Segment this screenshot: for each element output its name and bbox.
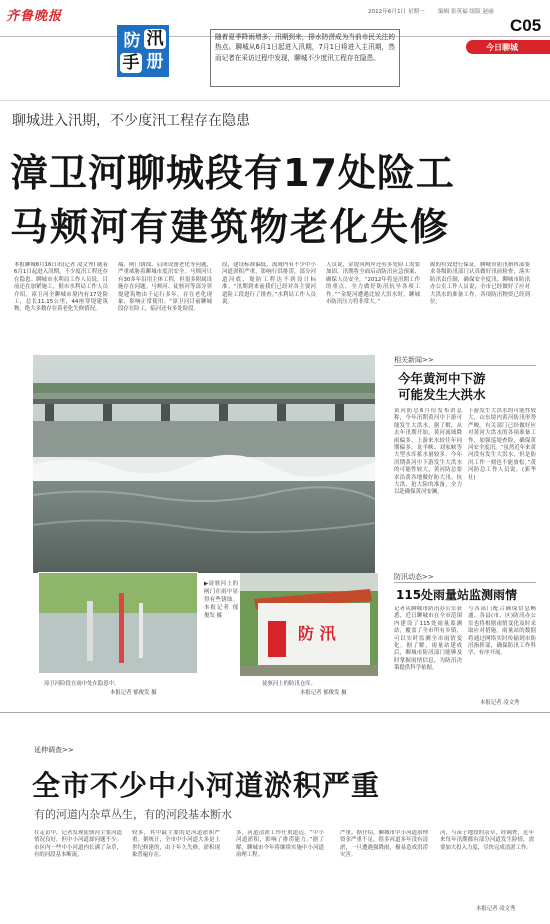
related-rule	[394, 365, 536, 366]
flood-station-caption: 徒骇河上的防汛仓库。	[262, 681, 316, 687]
badge-char-3: 手	[120, 53, 142, 73]
bottom-col-1: 在走访中，记者发现徒骇河主要河道情况良好，但中小河道却问题不少。市区内一些中小河道内长满了杂草，有的河段基本断流。	[34, 830, 122, 859]
article-col-4: 人员说，金堤河两岸还有多处险工需要加固，汛期将全面启动防汛应急预案，确保人员安全。“2012年将是汛期工作的重点，全力做好防汛抗旱各项工作。”“金堤河遭遇比较大洪水时，聊城市防汛压力将非常大。”	[326, 262, 420, 306]
bottom-col-2: 较多，其中最主要的是河道淤积严重。据统计，全市中小河道大多是上世纪修建的，由于年久失修，淤积现象普遍存在。	[132, 830, 220, 859]
editor-line: 编辑 张英福 组版 赵丽	[438, 9, 494, 15]
related-tag: 相关新闻>>	[394, 356, 434, 364]
side-photo-note: ▶徒骇河上的闸门在雨中显得有些锈蚀。本报记者 郁俊发 摄	[204, 581, 238, 619]
intro-rule	[0, 100, 550, 101]
rain-col-1: 记者从聊城市防汛办公室获悉，近日聊城市在全市范围内建设了115处雨量监测站，覆盖了全市所有乡镇，可以实时监测全市雨情变化。据了解，雨量站建成后，聊城市防汛部门能够及时掌握雨情信息，为防汛决策提供科学依据。	[394, 606, 462, 672]
page-code: C05	[510, 16, 542, 35]
paper-logo: 齐鲁晚报	[6, 9, 63, 24]
rain-rule	[394, 582, 536, 583]
article-col-2: 漏、闸门锈蚀、启闭设备老化等问题，严重威胁着聊城市度汛安全。马颊河只有30多年沿用主体工程，但很多附属设施存在问题。马颊河、徒骇河等部分穿堤建筑物由于运行多年，存在老化现象，影响正常使用。“漳卫河目前聊城段存在险工，临河还有多处险段。	[118, 262, 212, 313]
headline-line-2: 马颊河有建筑物老化失修	[10, 205, 451, 249]
bottom-subheadline: 有的河道内杂草丛生，有的河段基本断水	[34, 808, 232, 821]
rain-byline: 本报记者 凌文秀	[480, 700, 520, 706]
badge-char-1: 防	[123, 31, 141, 51]
rain-col-2: 与各部门配合确保信息畅通。各县(市、区)防汛办公室也将根据雨情变化及时采取应对措施。雨量站的数据将通过网络实时传输到市防汛指挥部，确保防汛工作科学、有序开展。	[468, 606, 536, 657]
gauge-photo-caption: 漳卫河险段在雨中处在隐患中。	[44, 681, 120, 687]
date-line: 2012年6月1日 星期一	[368, 9, 425, 15]
gauge-photo-image	[39, 573, 197, 673]
related-title-1: 今年黄河中下游	[398, 371, 486, 386]
badge-char-4: 册	[146, 52, 164, 72]
related-col-2: 下游发生大洪水的可能性较大，山东境内黄河防汛形势严峻。有关部门已经做好应对黄河大洪水的各项准备工作，加强巡堤查险，确保黄河安全度汛。“虽然近年来黄河没有发生大洪水，但是防汛工作一刻也不能放松。”黄河防总工作人员说。(新华社)	[468, 408, 536, 481]
bottom-rule	[0, 712, 550, 713]
rain-title: 115处雨量站监测雨情	[396, 588, 518, 602]
article-col-3: 段，建设标准偏低，流域内有不少中小河道淤积严重，影响行洪排涝，部分河道河底、堤防工程达不到设计标准。“汛期到来前我们已经对各主要河道险工段进行了排查。”水利局工作人员说。	[222, 262, 316, 306]
related-col-1: 黄河防总6月份发布消息称，今年汛期黄河中下游可能发生大洪水。据了解，从去年汛期开始，黄河流域降雨偏多，上游来水较往年同期偏多，龙羊峡、刘家峡等大型水库蓄水量较多。今年汛期黄河中下游发生大洪水的可能性较大，黄河防总要求沿黄各地做好防大汛、抗大洪、抢大险的准备，全力以赴确保黄河安澜。	[394, 408, 462, 496]
badge-char-2: 汛	[144, 29, 166, 49]
section-label: 今日聊城	[486, 43, 518, 52]
dam-photo-image	[33, 355, 375, 573]
headline-line-1: 漳卫河聊城段有17处险工	[10, 151, 455, 195]
bottom-headline: 全市不少中小河道淤积严重	[32, 769, 381, 802]
bottom-byline: 本报记者 凌文秀	[476, 906, 516, 912]
section-tab	[466, 40, 550, 54]
bottom-col-4: 严重。据介绍，聊城市中小河道治理资金严重不足，很多河道多年没有清淤，一旦遭遇强降雨，极易造成洪涝灾害。	[340, 830, 428, 859]
bottom-col-5: 河，与苗子地段的杂草，经调查，近年来每年汛期都有部分河道发生险情，需要加大投入力度，尽快完成清淤工作。	[440, 830, 534, 851]
dam-photo	[33, 355, 375, 573]
kicker: 聊城进入汛期，不少度汛工程存在隐患	[12, 113, 250, 129]
related-title-2: 可能发生大洪水	[398, 387, 486, 402]
article-col-5: 源的有效进行保证。聊城市防汛指挥部要求各级防汛部门认真做好汛前检查，落实防汛责任制，确保安全度汛。聊城市防汛办公室工作人员说，全市已经做好了应对大洪水的准备工作，各项防汛物资已经到位。	[430, 262, 530, 306]
bottom-col-3: 多，河道清淤工作任重道远。“中小河道淤积，影响了排涝能力。”据了解，聊城市今年将继续实施中小河道治理工程。	[236, 830, 324, 859]
bottom-tag: 延伸调查>>	[34, 746, 74, 754]
gauge-photo-credit: 本报记者 郁俊发 摄	[110, 690, 157, 696]
flood-station-photo	[240, 573, 378, 676]
flood-station-credit: 本报记者 郁俊发 摄	[300, 690, 347, 696]
gauge-photo	[38, 572, 198, 674]
intro-box: 随着夏季降雨增多，汛期到来，排水防涝成为当前市民关注的热点。聊城从6月1日起进入汛期，7月1日将进入主汛期，然而记者在采访过程中发现，聊城不少度汛工程存在隐患。	[210, 29, 400, 87]
rain-tag: 防汛动态>>	[394, 573, 434, 581]
flood-sign-text: 防 汛	[298, 624, 336, 643]
flood-handbook-badge	[117, 25, 169, 77]
article-col-1: 本报聊城6月16日讯(记者 凌文秀) 随着6月1日起进入汛期，不少度汛工程还存在隐患。聊城市水利局工作人员说，目前还在加紧施工。据市水利局工作人员介绍，漳卫河全聊城市境内有17处险工，总长11.15公里，44座穿堤建筑物，绝大多数存在着老化失修情况。	[14, 262, 108, 313]
